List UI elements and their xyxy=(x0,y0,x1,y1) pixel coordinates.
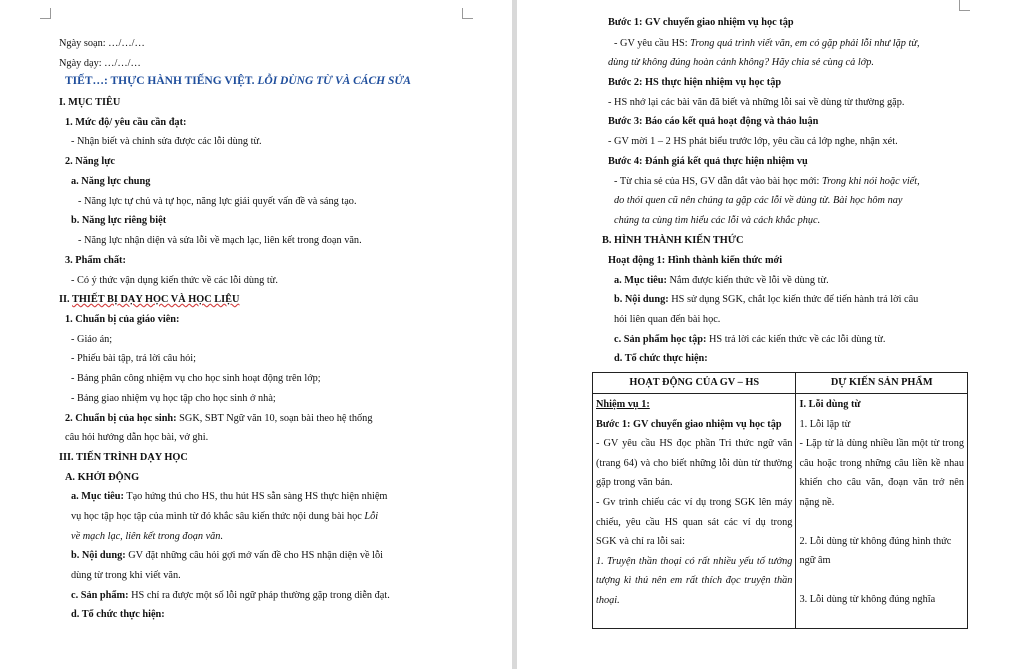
table-cell xyxy=(593,394,796,629)
paragraph xyxy=(71,510,378,523)
inline-text: - GV yêu cầu HS: xyxy=(614,38,691,49)
subheading: 2. Năng lực xyxy=(65,156,115,167)
inline-text: vụ học tập học tập của mình từ đó khắc sâu kiến thức nội dung bài học xyxy=(71,511,365,522)
paragraph: chúng ta cùng tìm hiểu các lỗi và cách khắc phục. xyxy=(614,215,821,226)
inline-text: GV đặt những câu hỏi gợi mở vấn đề cho HS nhận diện về lỗi xyxy=(125,550,384,561)
paragraph: về mạch lạc, liên kết trong đoạn văn. xyxy=(71,531,224,542)
subheading: 1. Mức độ/ yêu cầu cần đạt: xyxy=(65,117,187,128)
subheading: a. Năng lực chung xyxy=(71,176,151,187)
activity-table xyxy=(592,372,968,629)
paragraph: do thói quen cũ nên chúng ta gặp các lỗi về dùng từ. Bài học hôm nay xyxy=(614,195,903,206)
inline-label: b. Nội dung: xyxy=(614,294,669,305)
list-item: - Phiếu bài tập, trả lời câu hỏi; xyxy=(71,353,196,364)
subheading: d. Tổ chức thực hiện: xyxy=(614,353,708,364)
subheading: A. KHỞI ĐỘNG xyxy=(65,472,140,483)
task-label: Nhiệm vụ 1: xyxy=(596,399,650,410)
lesson-title-prefix: TIẾT…: THỰC HÀNH TIẾNG VIỆT. xyxy=(65,75,258,87)
paragraph: - Lặp từ là dùng nhiều lần một từ trong câu hoặc trong những câu liền kề nhau khiến cho câu văn, đoạn văn trở nên nặng nề. xyxy=(799,438,964,508)
paragraph: câu hỏi hướng dẫn học bài, vở ghi. xyxy=(65,432,209,443)
spacer xyxy=(799,513,964,532)
section-heading: B. HÌNH THÀNH KIẾN THỨC xyxy=(602,235,744,246)
inline-italic: Trong khi nói hoặc viết, xyxy=(821,176,920,187)
paragraph: - GV mời 1 – 2 HS phát biểu trước lớp, yêu cầu cả lớp nghe, nhận xét. xyxy=(608,136,898,147)
inline-label: a. Mục tiêu: xyxy=(71,491,124,502)
section-number: II. xyxy=(59,294,72,305)
margin-corner-mark xyxy=(462,8,473,19)
document-page-right xyxy=(517,0,1024,669)
section-heading: I. MỤC TIÊU xyxy=(59,97,121,108)
inline-text: SGK, SBT Ngữ văn 10, soạn bài theo hệ thống xyxy=(176,413,373,424)
subheading: 3. Phẩm chất: xyxy=(65,255,126,266)
inline-text: Tạo hứng thú cho HS, thu hút HS sẵn sàng HS thực hiện nhiệm xyxy=(123,491,388,502)
date-teach: Ngày dạy: …/…/… xyxy=(59,58,141,69)
spacer xyxy=(799,571,964,590)
list-item: 2. Lỗi dùng từ không đúng hình thức ngữ âm xyxy=(799,535,952,567)
inline-italic: Lỗi xyxy=(364,511,379,522)
column-header: HOẠT ĐỘNG CỦA GV – HS xyxy=(593,373,796,394)
inline-label: c. Sản phẩm: xyxy=(71,590,129,601)
paragraph: dùng từ trong khi viết văn. xyxy=(71,570,181,581)
inline-text: HS sử dụng SGK, chắt lọc kiến thức để tiến hành trả lời câu xyxy=(668,294,919,305)
inline-italic: Trong quá trình viết văn, em có gặp phải lỗi như lặp từ, xyxy=(690,38,920,49)
subheading: d. Tổ chức thực hiện: xyxy=(71,609,165,620)
subheading: 1. Chuẩn bị của giáo viên: xyxy=(65,314,180,325)
paragraph xyxy=(71,549,383,562)
inline-text: HS chỉ ra được một số lỗi ngữ pháp thường gặp trong diễn đạt. xyxy=(128,590,390,601)
step-heading: Bước 2: HS thực hiện nhiệm vụ học tập xyxy=(608,77,782,88)
inline-text: HS trả lời các kiến thức về các lỗi dùng từ. xyxy=(706,334,886,345)
margin-corner-mark xyxy=(959,0,970,11)
list-item: - Bảng giao nhiệm vụ học tập cho học sinh ở nhà; xyxy=(71,393,276,404)
paragraph: - Năng lực nhận diện và sửa lỗi về mạch lạc, liên kết trong đoạn văn. xyxy=(78,235,362,246)
paragraph xyxy=(614,333,885,346)
table-header-row xyxy=(593,373,968,394)
inline-text: Nắm được kiến thức về lỗi về dùng từ. xyxy=(666,275,829,286)
section-heading xyxy=(59,293,239,306)
section-heading: III. TIẾN TRÌNH DẠY HỌC xyxy=(59,452,188,463)
paragraph: hỏi liên quan đến bài học. xyxy=(614,314,721,325)
cell-heading: I. Lỗi dùng từ xyxy=(799,399,861,410)
paragraph xyxy=(614,293,918,306)
paragraph: - Năng lực tự chủ và tự học, năng lực giải quyết vấn đề và sáng tạo. xyxy=(78,196,357,207)
table-row xyxy=(593,394,968,629)
inline-label: a. Mục tiêu: xyxy=(614,275,667,286)
paragraph xyxy=(614,37,920,50)
example-text: 1. Truyện thần thoại có rất nhiều yếu tố tưởng tượng kì thú nên em rất thích đọc truyện thần thoại. xyxy=(596,555,793,606)
section-title-spellcheck: THIẾT BỊ DẠY HỌC VÀ HỌC LIỆU xyxy=(71,294,240,305)
step-heading: Bước 1: GV chuyển giao nhiệm vụ học tập xyxy=(608,17,794,28)
inline-label: c. Sản phẩm học tập: xyxy=(614,334,707,345)
paragraph: - Nhận biết và chỉnh sửa được các lỗi dùng từ. xyxy=(71,136,262,147)
paragraph xyxy=(71,589,390,602)
paragraph: - Gv trình chiếu các ví dụ trong SGK lên máy chiếu, yêu cầu HS quan sát các ví dụ trong SGK và chỉ ra lỗi sai: xyxy=(596,496,793,548)
paragraph: - HS nhớ lại các bài văn đã biết và những lỗi sai về dùng từ thường gặp. xyxy=(608,97,905,108)
list-item: 1. Lỗi lặp từ xyxy=(799,418,851,430)
paragraph: dùng từ không đúng hoàn cảnh không? Hãy chia sẻ cùng cả lớp. xyxy=(608,57,874,68)
list-item: - Bảng phân công nhiệm vụ cho học sinh hoạt động trên lớp; xyxy=(71,373,321,384)
margin-corner-mark xyxy=(40,8,51,19)
inline-label: 2. Chuẩn bị của học sinh: xyxy=(65,413,177,424)
paragraph xyxy=(65,412,372,425)
paragraph: - GV yêu cầu HS đọc phần Tri thức ngữ văn (trang 64) và cho biết những lỗi dùn từ thường gặp trong văn bản. xyxy=(596,438,793,489)
list-item: - Giáo án; xyxy=(71,334,113,345)
inline-label: b. Nội dung: xyxy=(71,550,126,561)
paragraph xyxy=(614,274,829,287)
paragraph xyxy=(71,490,387,503)
step-heading: Bước 1: GV chuyển giao nhiệm vụ học tập xyxy=(596,418,782,430)
step-heading: Bước 3: Báo cáo kết quả hoạt động và thảo luận xyxy=(608,116,819,127)
lesson-title-italic: LỖI DÙNG TỪ VÀ CÁCH SỬA xyxy=(257,75,411,87)
inline-text: - Từ chia sẻ của HS, GV dẫn dắt vào bài học mới: xyxy=(614,176,822,187)
table-cell xyxy=(796,394,968,629)
subheading: b. Năng lực riêng biệt xyxy=(71,215,167,226)
column-header: DỰ KIẾN SẢN PHẨM xyxy=(796,373,968,394)
paragraph: - Có ý thức vận dụng kiến thức về các lỗi dùng từ. xyxy=(71,275,278,286)
paragraph xyxy=(614,175,920,188)
date-prepare: Ngày soạn: …/…/… xyxy=(59,38,145,49)
list-item: 3. Lỗi dùng từ không đúng nghĩa xyxy=(799,593,936,605)
step-heading: Bước 4: Đánh giá kết quả thực hiện nhiệm vụ xyxy=(608,156,808,167)
subheading: Hoạt động 1: Hình thành kiến thức mới xyxy=(608,255,783,266)
lesson-title xyxy=(65,75,411,88)
